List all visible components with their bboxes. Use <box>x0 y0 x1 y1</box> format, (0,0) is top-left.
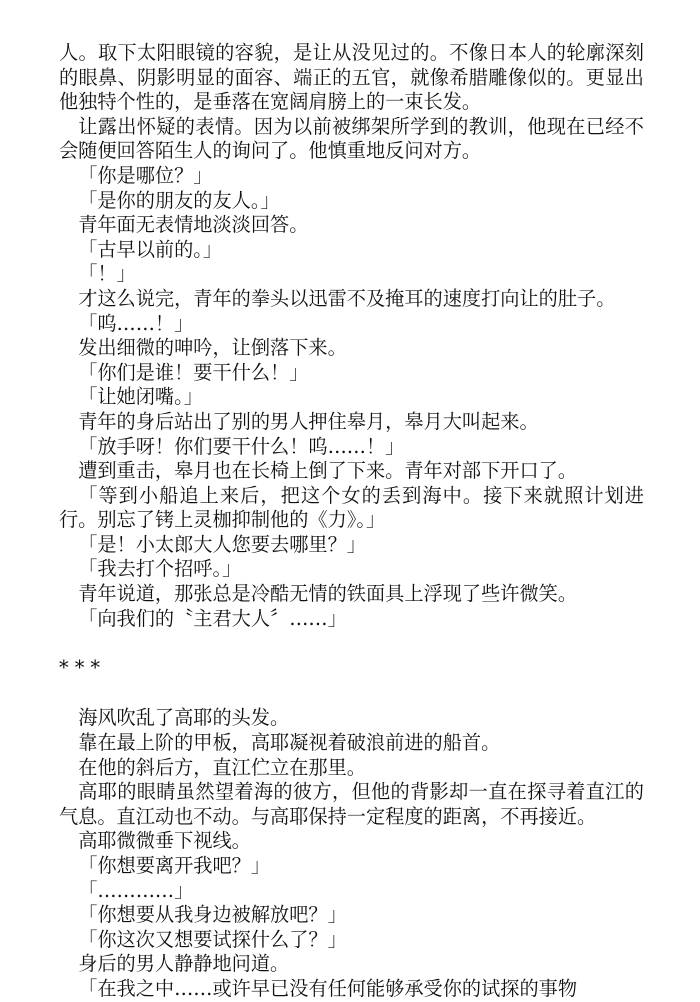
paragraph: 才这么说完，青年的拳头以迅雷不及掩耳的速度打向让的肚子。 <box>78 286 616 310</box>
document-page <box>59 41 644 1002</box>
dialogue-line: 「古早以前的。」 <box>78 237 223 261</box>
dialogue-line: 「你想要离开我吧？」 <box>78 854 271 877</box>
dialogue-line: 「让她闭嘴。」 <box>78 385 203 409</box>
paragraph: 青年的身后站出了别的男人押住皋月，皋月大叫起来。 <box>78 409 539 433</box>
dialogue-line: 「！」 <box>78 262 136 286</box>
section-divider: * * * <box>59 656 100 680</box>
dialogue-line: 「是你的朋友的友人。」 <box>78 188 280 212</box>
section-1 <box>59 41 644 631</box>
paragraph: 靠在最上阶的甲板，高耶凝视着破浪前进的船首。 <box>78 731 501 755</box>
dialogue-line: 「向我们的〝主君大人〞……」 <box>78 606 347 630</box>
dialogue-line: 「…………」 <box>78 878 194 902</box>
paragraph: 让露出怀疑的表情。因为以前被绑架所学到的教训，他现在已经不会随便回答陌生人的询问了。他慎重地反问对方。 <box>59 114 644 163</box>
dialogue-line: 「放手呀！你们要干什么！呜……！」 <box>78 434 405 458</box>
dialogue-line: 「是！小太郎大人您要去哪里？」 <box>78 532 366 556</box>
dialogue-line: 「你想要从我身边被解放吧？」 <box>78 903 347 927</box>
paragraph: 发出细微的呻吟，让倒落下来。 <box>78 336 347 360</box>
paragraph: 身后的男人静静地问道。 <box>78 952 290 976</box>
dialogue-line: 「呜……！」 <box>78 311 194 335</box>
paragraph: 在他的斜后方，直江伫立在那里。 <box>78 755 366 779</box>
paragraph: 青年面无表情地淡淡回答。 <box>78 213 309 237</box>
dialogue-line: 「等到小船追上来后，把这个女的丢到海中。接下来就照计划进行。别忘了铐上灵枷抑制他的《力》。」 <box>59 483 644 532</box>
paragraph: 青年说道，那张总是冷酷无情的铁面具上浮现了些许微笑。 <box>78 582 578 606</box>
dialogue-line: 「你这次又想要试探什么了？」 <box>78 927 347 951</box>
paragraph: 高耶微微垂下视线。 <box>78 829 251 853</box>
dialogue-line: 「在我之中……或许早已没有任何能够承受你的试探的事物 <box>78 976 578 1000</box>
paragraph: 遭到重击，皋月也在长椅上倒了下来。青年对部下开口了。 <box>78 459 578 483</box>
paragraph: 海风吹乱了高耶的头发。 <box>78 706 290 730</box>
section-2 <box>59 706 644 1001</box>
spacer <box>59 692 644 706</box>
dialogue-line: 「你们是谁！要干什么！」 <box>78 360 309 384</box>
paragraph: 高耶的眼睛虽然望着海的彼方，但他的背影却一直在探寻着直江的气息。直江动也不动。与高耶保持一定程度的距离，不再接近。 <box>59 780 644 828</box>
paragraph: 人。取下太阳眼镜的容貌，是让从没见过的。不像日本人的轮廓深刻的眼鼻、阴影明显的面容、端正的五官，就像希腊雕像似的。更显出他独特个性的，是垂落在宽阔肩膀上的一束长发。 <box>59 41 644 114</box>
dialogue-line: 「我去打个招呼。」 <box>78 557 242 581</box>
dialogue-line: 「你是哪位？」 <box>78 163 213 187</box>
